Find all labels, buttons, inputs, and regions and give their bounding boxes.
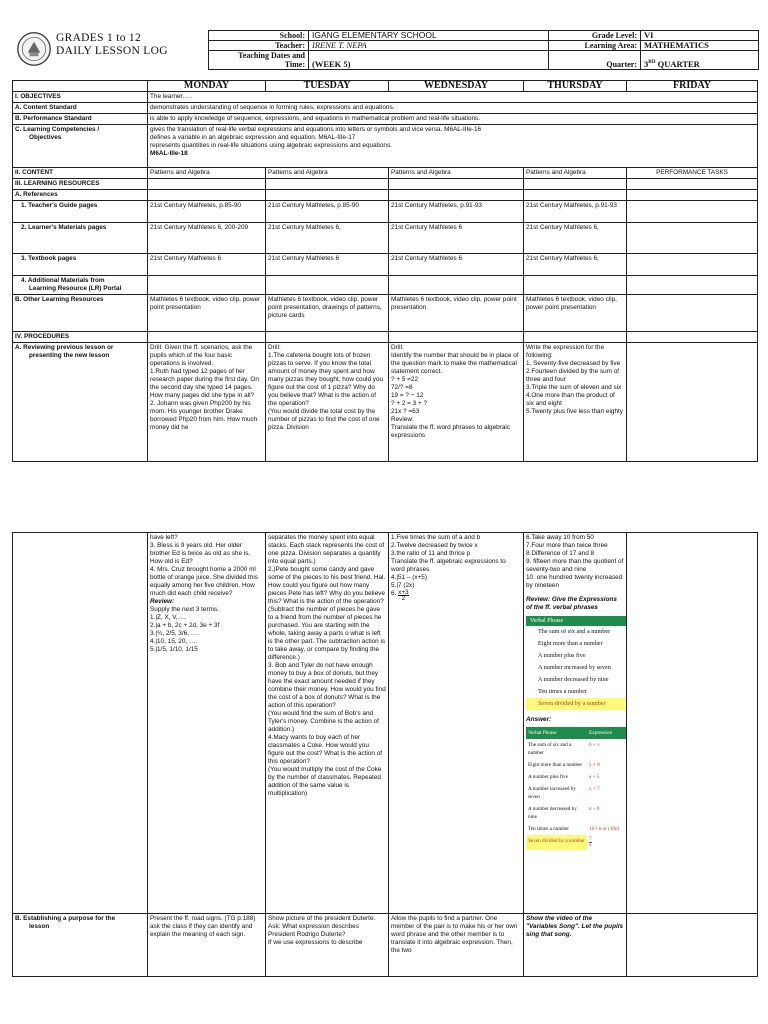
additional-materials-label	[13, 276, 148, 295]
cont-thu-review: Review: Give the Expressions of the ff. verbal phrases	[526, 596, 617, 611]
vp-item-highlighted: Seven divided by a number	[526, 698, 627, 710]
grade-value: VI	[641, 31, 759, 41]
ans-phrase: A number decreased by nine	[528, 806, 577, 820]
tg-fri	[627, 201, 758, 223]
competency-code: M6AL-IIIe-18	[150, 150, 188, 157]
lm-tue: 21st Century Mathletes 6,	[266, 223, 389, 254]
ans-phrase: Seven divided by a number	[526, 835, 587, 850]
other-resources-row	[13, 295, 758, 332]
tb-mon: 21st Century Mathletes 6	[148, 254, 266, 276]
am-tue	[266, 276, 389, 295]
cont-fri	[627, 533, 758, 914]
ans-expr: x + 7	[589, 786, 600, 792]
am-mon	[148, 276, 266, 295]
school-value: IGANG ELEMENTARY SCHOOL	[309, 31, 549, 41]
reviewing-row	[13, 343, 758, 462]
resources-thu	[524, 179, 627, 190]
ans-phrase: Eight more than a number	[528, 762, 583, 768]
references-mon	[148, 190, 266, 201]
reviewing-continued-row	[13, 533, 758, 914]
reviewing-mon: Drill: Given the ff. scenarios, ask the pupils which of the four basic operations is involved. 1.Ruth had typed 12 pages of her research paper during the first day. On the second day she typed 14 pages. How many pages did she type in all? 2. Johann was given Php200 by his mom. His younger brother Drake borrowed Php20 from him. How much money did he	[148, 343, 266, 462]
tb-thu: 21st Century Mathletes 6,	[524, 254, 627, 276]
reviewing-label-line2: presenting the new lesson	[29, 352, 110, 359]
content-standard-row	[13, 103, 758, 114]
references-row	[13, 190, 758, 201]
performance-standard-text: is able to apply knowledge of sequence, expressions, and equations in mathematical problem and real-life situations.	[148, 114, 758, 125]
reviewing-label-line1: A. Reviewing previous lesson or	[15, 344, 114, 351]
area-value: MATHEMATICS	[641, 41, 759, 51]
ans-phrase: A number plus five	[528, 774, 568, 780]
olr-tue: Mathletes 6 textbook, video clip, power point presentation, drawings of patterns, picture cards	[266, 295, 389, 332]
cont-mon-review: Review:	[150, 598, 175, 605]
document-title	[56, 32, 168, 58]
procedures-row	[13, 332, 758, 343]
content-mon: Patterns and Algebra	[148, 168, 266, 179]
ans-phrase: The sum of six and a number	[528, 742, 572, 756]
purpose-wed: Allow the pupils to find a partner. One member of the pair is to make his or her own word phrase and the other member is to translate it into algebraic expression. Then, the two	[389, 914, 524, 977]
content-row	[13, 168, 758, 179]
proc-thu	[524, 332, 627, 343]
textbook-label: 3. Textbook pages	[13, 254, 148, 276]
textbook-row	[13, 254, 758, 276]
competency-3: represents quantities in real-life situations using algebraic expressions and equations.	[150, 142, 392, 149]
ans-expr-fraction	[587, 835, 627, 850]
cont-mon-text: have left? 3. Bless is 9 years old. Her older brother Ed is twice as old as she is. How old is Ed? 4. Mrs. Cruz brought home a 2000 ml bottle of orange juice. She divided this equally among her five children. How much did each child receive?	[150, 534, 259, 597]
reviewing-wed: Drill: Identify the number that should be in place of the question mark to make the mathematical statement correct. ? + 5 =22 72/? =8 19 = ? − 12 ? + 2 = 3 + ? 21x ? =63 Review: Translate the ff. word phrases to algebraic expressions	[389, 343, 524, 462]
objectives-label: I. OBJECTIVES	[13, 92, 148, 103]
ans-fraction	[589, 837, 592, 848]
references-wed	[389, 190, 524, 201]
purpose-label-line1: B. Establishing a purpose for the	[15, 915, 116, 922]
performance-standard-label: B. Performance Standard	[13, 114, 148, 125]
tb-wed: 21st Century Mathletes 6	[389, 254, 524, 276]
wed-frac-den: 2	[401, 595, 406, 602]
competencies-text	[148, 125, 758, 168]
procedures-label: IV. PROCEDURES	[13, 332, 148, 343]
reviewing-tue: Drill: 1.The cafeteria bought lots of frozen pizzas to serve. If you know the total amount of money they spent and how many pizzas they bought, how could you figure out the cost of 1 pizza? Why do you believe that? What is the action of the operation? (You would divide the total cost by the number of pizzas to find the cost of one pizza. Division	[266, 343, 389, 462]
vp-item: Ten times a number	[538, 688, 587, 695]
content-label: II. CONTENT	[13, 168, 148, 179]
purpose-label-line2: lesson	[29, 923, 50, 930]
other-resources-label: B. Other Learning Resources	[13, 295, 148, 332]
lesson-log-table-continued	[12, 532, 758, 977]
tg-tue: 21st Century Mathletes, p.85-90	[266, 201, 389, 223]
deped-seal-icon	[16, 31, 52, 67]
purpose-fri	[627, 914, 758, 977]
ans-frac-num: 7	[589, 836, 592, 842]
quarter-label: Quarter:	[549, 51, 641, 70]
ans-expr: y + 8	[589, 762, 600, 768]
performance-standard-row	[13, 114, 758, 125]
day-header-row	[13, 81, 758, 92]
lesson-log-table	[12, 80, 758, 462]
purpose-tue: Show picture of the president Duterte. Ask: What expression describes President Rodrigo Duterte? If we use expressions to describe	[266, 914, 389, 977]
quarter-number: 3	[644, 59, 649, 69]
verbal-phrase-image	[526, 616, 627, 710]
ans-expr: n – 9	[589, 806, 600, 812]
ans-frac-den: x	[589, 842, 592, 848]
wed-frac-num: x+3	[398, 589, 409, 596]
ans-row	[526, 771, 627, 783]
objectives-row	[13, 92, 758, 103]
additional-materials-line1: 4. Additional Materials from	[21, 277, 105, 284]
dates-label	[209, 51, 309, 70]
cont-thu-text: 6.Take away 10 from 50 7.Four more than twice three 8.Difference of 17 and 8 9. fifteen more than the quotient of seventy-two and nine 10. one hundred twenty increased by nineteen	[526, 534, 624, 589]
resources-mon	[148, 179, 266, 190]
day-thursday: THURSDAY	[524, 81, 627, 92]
cont-mon-terms: Supply the next 3 terms. 1.|Z, X, V,…. 2.|a + b, 2c + 2d, 3e + 3f 3.|¾, 2/5, 3/6, …. 4.|10, 15, 20, …. 5.|1/5, 1/10, 1/15	[150, 606, 220, 653]
cont-wed-fraction	[398, 590, 408, 601]
tg-thu: 21st Century Mathletes, p.91-93	[524, 201, 627, 223]
teachers-guide-row	[13, 201, 758, 223]
purpose-label	[13, 914, 148, 977]
vp-item: Eight more than a number	[538, 640, 603, 647]
cont-wed-text: 1.Five times the sum of a and b 2.Twelve decreased by twice x 3.the ratio of 11 and thrice p Translate the ff. algebraic expressions to word phrases 4.|51 – (x+5) 5.|7 (2x) 6.	[391, 534, 506, 597]
proc-wed	[389, 332, 524, 343]
resources-row	[13, 179, 758, 190]
quarter-suffix: RD	[648, 60, 656, 66]
dates-label-line1: Teaching Dates and	[238, 51, 305, 60]
am-fri	[627, 276, 758, 295]
answer-label: Answer:	[526, 716, 552, 723]
lm-fri	[627, 223, 758, 254]
references-label: A. References	[13, 190, 148, 201]
answer-image-table	[526, 727, 627, 850]
vp-item: A number increased by seven	[538, 664, 611, 671]
school-label: School:	[209, 31, 309, 41]
dates-value: (WEEK 5)	[309, 51, 549, 70]
header-info-table	[208, 30, 759, 70]
additional-materials-row	[13, 276, 758, 295]
purpose-row	[13, 914, 758, 977]
grade-label: Grade Level:	[549, 31, 641, 41]
objectives-learner: The learner…..	[148, 92, 758, 103]
proc-fri	[627, 332, 758, 343]
cont-wed	[389, 533, 524, 914]
ans-row	[526, 739, 627, 759]
content-fri: PERFORMANCE TASKS	[627, 168, 758, 179]
lm-thu: 21st Century Mathletes 6,	[524, 223, 627, 254]
day-tuesday: TUESDAY	[266, 81, 389, 92]
reviewing-fri	[627, 343, 758, 462]
day-monday: MONDAY	[148, 81, 266, 92]
content-thu: Patterns and Algebra	[524, 168, 627, 179]
am-wed	[389, 276, 524, 295]
reviewing-label	[13, 343, 148, 462]
ans-row	[526, 783, 627, 803]
ans-row	[526, 823, 627, 835]
tg-wed: 21st Century Mathletes, p.91-93	[389, 201, 524, 223]
reviewing-thu: Write the expression for the following: 1. Seventy-five decreased by five 2.Fourteen divided by the sum of three and four 3.Triple the sum of eleven and six 4.One more than the product of six and eight 5.Twenty plus five less than eighty	[524, 343, 627, 462]
quarter-value	[641, 51, 759, 70]
teacher-value: IRENE T. NEPA	[309, 41, 549, 51]
teacher-label: Teacher:	[209, 41, 309, 51]
purpose-thu: Show the video of the "Variables Song". Let the pupils sing that song.	[524, 914, 627, 977]
competency-1: gives the translation of real-life verbal expressions and equations into letters or symbols and vice versa. M6AL-IIIe-16	[150, 126, 482, 133]
title-line-grades: GRADES 1 to 12	[56, 32, 142, 44]
ans-expr: a + 5	[589, 774, 600, 780]
tb-tue: 21st Century Mathletes 6	[266, 254, 389, 276]
olr-wed: Mathletes 6 textbook, video clip, power point presentation	[389, 295, 524, 332]
ans-head-expr: Expression	[587, 727, 627, 739]
content-tue: Patterns and Algebra	[266, 168, 389, 179]
content-standard-text: demonstrates understanding of sequence in forming rules, expressions and equations.	[148, 103, 758, 114]
day-friday: FRIDAY	[627, 81, 758, 92]
resources-fri	[627, 179, 758, 190]
vp-header: Verbal Phrase	[526, 616, 627, 626]
competencies-label-line1: C. Learning Competencies /	[15, 126, 100, 133]
ans-row	[526, 759, 627, 771]
olr-mon: Mathletes 6 textbook, video clip, power point presentation	[148, 295, 266, 332]
olr-thu: Mathletes 6 textbook, video clip, power point presentation	[524, 295, 627, 332]
competencies-row	[13, 125, 758, 168]
vp-item: A number plus five	[538, 652, 586, 659]
olr-fri	[627, 295, 758, 332]
proc-tue	[266, 332, 389, 343]
vp-item: The sum of six and a number	[538, 628, 611, 635]
page-one	[0, 0, 768, 500]
ans-head-phrase: Verbal Phrase	[526, 727, 587, 739]
references-tue	[266, 190, 389, 201]
competency-2: defines a variable in an algebraic expression and equation. M6AL-IIIe-17	[150, 134, 356, 141]
teachers-guide-label: 1. Teacher's Guide pages	[13, 201, 148, 223]
ans-expr: 10 • n or (10n)	[589, 826, 620, 832]
quarter-word: QUARTER	[655, 59, 700, 69]
ans-header-row	[526, 727, 627, 739]
learners-materials-row	[13, 223, 758, 254]
ans-phrase: A number increased by seven	[528, 786, 576, 800]
additional-materials-line2: Learning Resource (LR) Portal	[29, 285, 122, 292]
am-thu	[524, 276, 627, 295]
cont-thu	[524, 533, 627, 914]
ans-phrase: Ten times a number	[528, 826, 569, 832]
title-line-dll: DAILY LESSON LOG	[56, 45, 168, 57]
cont-tue: separates the money spent into equal stacks. Each stack represents the cost of one pizza. Division separates a quantity into equal parts.) 2.)Pete bought some candy and gave some of the pieces to his best friend, Hal. How could you figure out how many pieces Pete has left? Why do you believe this? What is the action of the operation? (Subtract the number of pieces he gave to a friend from the number of pieces he purchased. You are starting with the whole, taking away a parts o what is left is the other part. The subtraction action is to take away, or compare by finding the difference.) 3. Bob and Tyler do not have enough money to buy a box of donuts, but they have the exact amount needed if they combine their money. How would you find the cost of a box of donuts? What is the action of this operation? (You would find the sum of Bob's and Tyler's money. Combine is the action of addition.) 4.Macy wants to buy each of her classmates a Coke. How would you figure out the cost? What is the action of this operation? (You would multiply the cost of the Coke by the number of classmates. Repeated addition of the same value is multiplication)	[266, 533, 389, 914]
corner-cell	[13, 81, 148, 92]
lm-wed: 21st Century Mathletes 6	[389, 223, 524, 254]
resources-tue	[266, 179, 389, 190]
competencies-label	[13, 125, 148, 168]
resources-label: III. LEARNING RESOURCES	[13, 179, 148, 190]
tg-mon: 21st Century Mathletes, p.85-90	[148, 201, 266, 223]
references-fri	[627, 190, 758, 201]
resources-wed	[389, 179, 524, 190]
content-standard-label: A. Content Standard	[13, 103, 148, 114]
cont-mon	[148, 533, 266, 914]
dates-label-line2: Time:	[284, 60, 305, 69]
content-wed: Patterns and Algebra	[389, 168, 524, 179]
competencies-label-line2: Objectives	[29, 134, 62, 141]
vp-item: A number decreased by nine	[538, 676, 609, 683]
reviewing-continued-label	[13, 533, 148, 914]
lm-mon: 21st Century Mathletes 6, 200-209	[148, 223, 266, 254]
ans-row	[526, 803, 627, 823]
page-two	[0, 500, 768, 1024]
learners-materials-label: 2. Learner's Materials pages	[13, 223, 148, 254]
tb-fri	[627, 254, 758, 276]
purpose-mon: Present the ff. road signs. (TG p.188) ask the class if they can identify and explain the meaning of each sign.	[148, 914, 266, 977]
area-label: Learning Area:	[549, 41, 641, 51]
references-thu	[524, 190, 627, 201]
day-wednesday: WEDNESDAY	[389, 81, 524, 92]
ans-row-highlighted	[526, 835, 627, 850]
ans-expr: 6 + x	[589, 742, 600, 748]
proc-mon	[148, 332, 266, 343]
